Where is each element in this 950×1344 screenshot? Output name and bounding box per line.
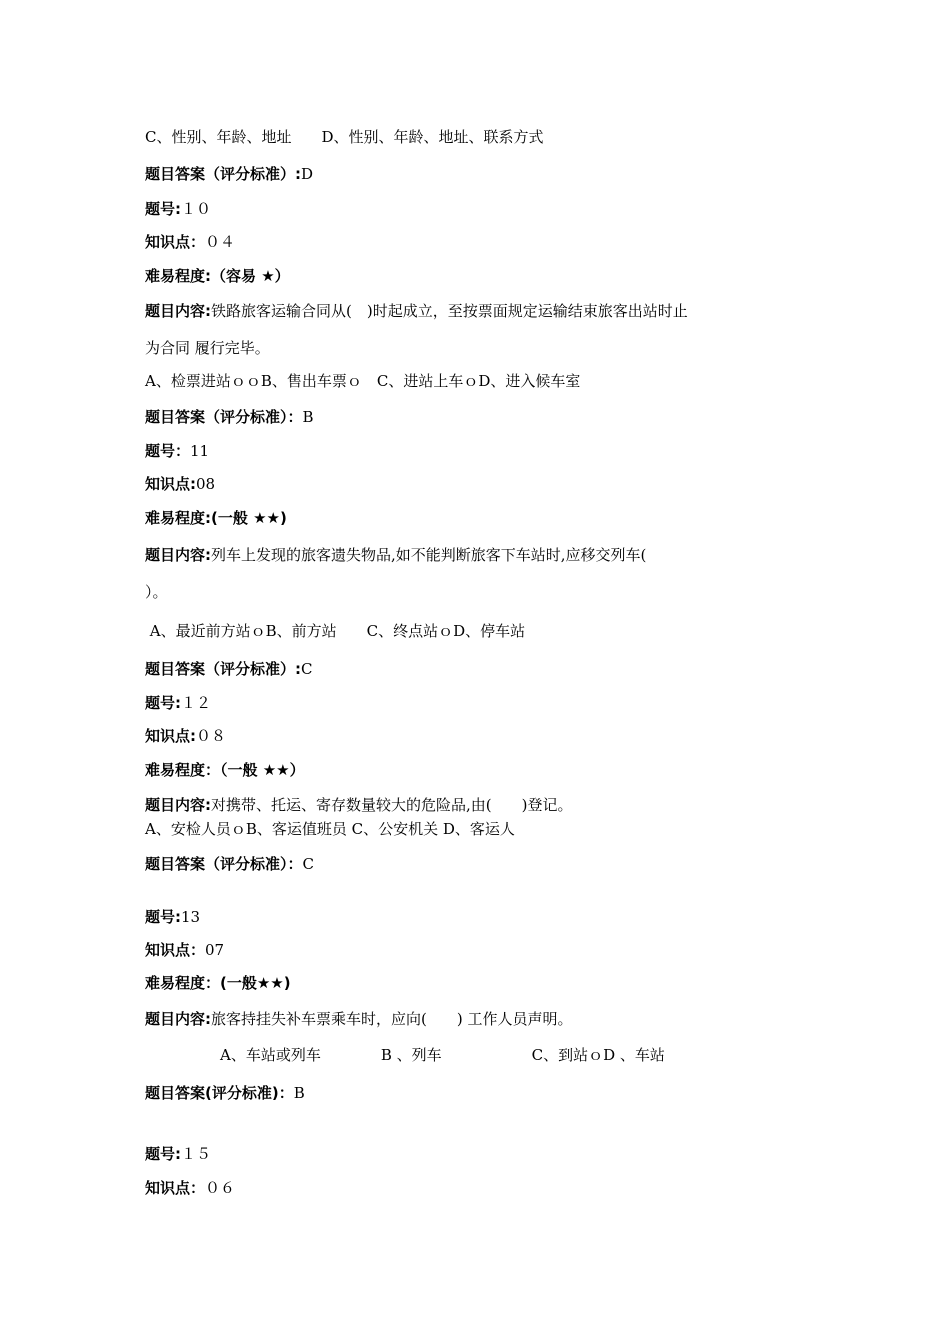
q13-knowledge-value: 07 <box>205 941 225 959</box>
q12-number <box>145 693 211 713</box>
q11-difficulty: 难易程度:(一般 ★★) <box>145 509 287 527</box>
q12-difficulty: 难易程度：（一般 ★★） <box>145 761 305 779</box>
q11-content-text: 列车上发现的旅客遗失物品,如不能判断旅客下车站时,应移交列车( <box>211 546 647 564</box>
q12-knowledge <box>145 726 226 746</box>
q11-number-value: 11 <box>190 442 210 460</box>
q9-answer <box>145 164 313 184</box>
q10-answer-label: 题目答案（评分标准）： <box>145 408 303 426</box>
q12-number-label: 题号: <box>145 694 181 712</box>
q10-number-label: 题号: <box>145 200 181 218</box>
q13-answer-value: B <box>293 1084 305 1102</box>
q12-number-value: １２ <box>181 694 212 712</box>
q13-difficulty: 难易程度：(一般★★) <box>145 974 291 992</box>
q9-options: C、性别、年龄、地址 D、性别、年龄、地址、联系方式 <box>145 128 544 146</box>
q12-content-text: 对携带、托运、寄存数量较大的危险品,由( )登记。 <box>211 796 573 814</box>
q12-knowledge-value: ０８ <box>196 727 227 745</box>
q10-content-label: 题目内容: <box>145 302 211 320</box>
q9-answer-label: 题目答案（评分标准）: <box>145 165 301 183</box>
q10-content-text: 铁路旅客运输合同从( )时起成立，至按票面规定运输结束旅客出站时止 <box>211 302 688 320</box>
q11-number <box>145 441 209 461</box>
q13-knowledge <box>145 940 224 960</box>
q11-options: A、最近前方站ｏB、前方站 C、终点站ｏD、停车站 <box>145 622 526 640</box>
q10-answer <box>145 407 314 427</box>
q15-knowledge-value: ０６ <box>205 1179 236 1197</box>
q10-knowledge-value: ０４ <box>205 233 236 251</box>
q13-knowledge-label: 知识点： <box>145 941 206 959</box>
q15-number-value: １５ <box>181 1145 212 1163</box>
q12-content <box>145 795 572 815</box>
q13-content-label: 题目内容: <box>145 1010 211 1028</box>
q13-number-value: 13 <box>181 908 201 926</box>
q13-content <box>145 1009 572 1029</box>
q13-content-text: 旅客持挂失补车票乘车时，应向( ) 工作人员声明。 <box>211 1010 573 1028</box>
q12-answer-value: C <box>302 855 314 873</box>
q12-answer-label: 题目答案（评分标准）： <box>145 855 303 873</box>
q9-answer-value: D <box>301 165 314 183</box>
q13-number-label: 题号: <box>145 908 181 926</box>
q15-number <box>145 1144 211 1164</box>
q13-answer <box>145 1083 305 1103</box>
q11-knowledge-label: 知识点: <box>145 475 196 493</box>
q11-answer-value: C <box>301 660 313 678</box>
q10-options: A、检票进站ｏｏB、售出车票ｏ C、进站上车ｏD、进入候车室 <box>145 372 581 390</box>
q10-answer-value: B <box>302 408 314 426</box>
q15-knowledge-label: 知识点： <box>145 1179 206 1197</box>
q11-content <box>145 545 646 565</box>
q12-options: A、安检人员ｏB、客运值班员 C、公安机关 D、客运人 <box>145 820 515 838</box>
q10-number <box>145 199 211 219</box>
q11-answer-label: 题目答案（评分标准）: <box>145 660 301 678</box>
q10-knowledge-label: 知识点： <box>145 233 206 251</box>
q12-answer <box>145 854 314 874</box>
q13-number <box>145 907 200 927</box>
q11-knowledge <box>145 474 215 494</box>
q11-number-label: 题号： <box>145 442 191 460</box>
q10-knowledge <box>145 232 235 252</box>
q13-options: A、车站或列车 B 、列车 C、到站ｏD 、车站 <box>145 1046 665 1064</box>
q10-content <box>145 301 688 321</box>
q13-answer-label: 题目答案(评分标准)： <box>145 1084 294 1102</box>
q10-content-continued: 为合同 履行完毕。 <box>145 339 270 357</box>
q10-number-value: １０ <box>181 200 212 218</box>
q11-content-label: 题目内容: <box>145 546 211 564</box>
q12-content-label: 题目内容: <box>145 796 211 814</box>
q12-knowledge-label: 知识点: <box>145 727 196 745</box>
q15-number-label: 题号: <box>145 1145 181 1163</box>
q11-content-continued: ）。 <box>145 583 168 601</box>
q11-answer <box>145 659 312 679</box>
q15-knowledge <box>145 1178 235 1198</box>
q10-difficulty: 难易程度:（容易 ★） <box>145 267 290 285</box>
q11-knowledge-value: 08 <box>196 475 216 493</box>
